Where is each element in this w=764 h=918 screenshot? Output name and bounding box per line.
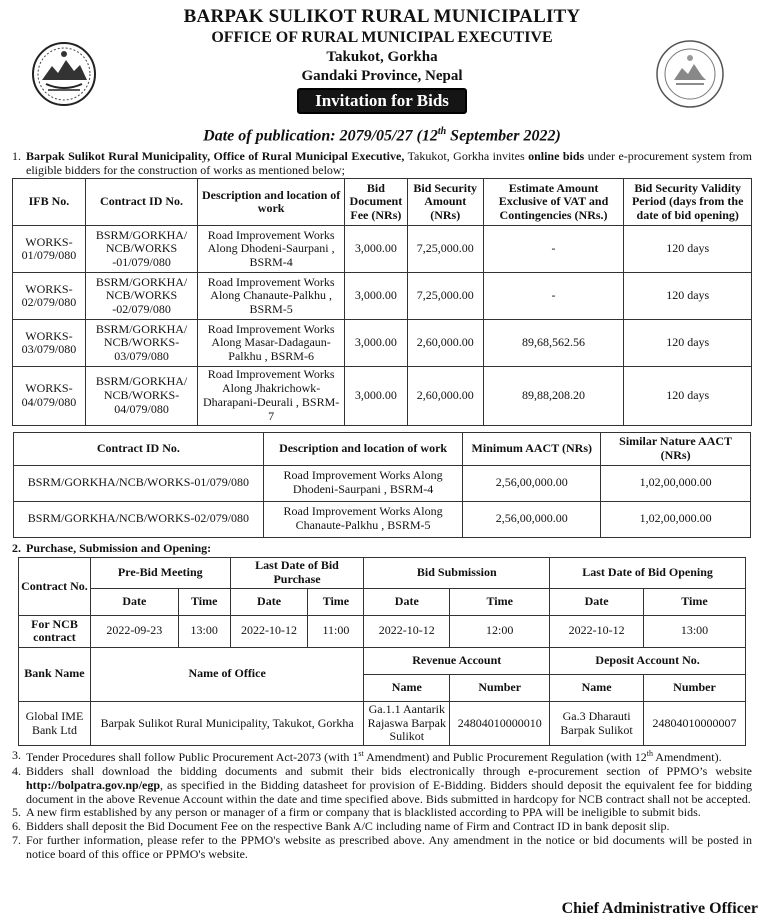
province: Gandaki Province, Nepal xyxy=(301,68,463,85)
deposit-number-cell: 24804010000007 xyxy=(644,701,746,745)
nepal-emblem-icon xyxy=(30,40,98,108)
table-header-row xyxy=(14,432,751,465)
col-date: Date xyxy=(550,588,644,615)
fee-cell: 3,000.00 xyxy=(345,320,408,367)
table-row xyxy=(13,273,752,320)
opening-date-cell: 2022-10-12 xyxy=(550,615,644,647)
table-row xyxy=(13,226,752,273)
contract-cell: BSRM/GORKHA/ NCB/WORKS-03/079/080 xyxy=(85,320,197,367)
col-bank-name: Bank Name xyxy=(19,647,91,701)
min-aact-cell: 2,56,00,000.00 xyxy=(463,465,601,501)
col-date: Date xyxy=(90,588,178,615)
col-date: Date xyxy=(364,588,450,615)
row-label: For NCB contract xyxy=(19,615,91,647)
security-cell: 7,25,000.00 xyxy=(407,273,483,320)
contract-cell: BSRM/GORKHA/NCB/WORKS-01/079/080 xyxy=(14,465,264,501)
aact-table xyxy=(13,432,751,538)
note-6: 6. Bidders shall deposit the Bid Document Fee on the respective Bank A/C including name of Firm and Contract ID in bank deposit slip. xyxy=(12,819,670,834)
table-row xyxy=(14,501,751,537)
desc-cell: Road Improvement Works Along Chanaute-Palkhu , BSRM-5 xyxy=(198,273,345,320)
office-name: OFFICE OF RURAL MUNICIPAL EXECUTIVE xyxy=(211,28,553,46)
col-description: Description and location of work xyxy=(263,432,463,465)
revenue-number-cell: 24804010000010 xyxy=(450,701,550,745)
col-contract-id: Contract ID No. xyxy=(14,432,264,465)
security-cell: 2,60,000.00 xyxy=(407,320,483,367)
deposit-name-cell: Ga.3 Dharauti Barpak Sulikot xyxy=(550,701,644,745)
desc-cell: Road Improvement Works Along Jhakrichowk-Dharapani-Deurali , BSRM-7 xyxy=(198,367,345,425)
col-submission: Bid Submission xyxy=(364,558,550,589)
col-ifb: IFB No. xyxy=(13,179,86,226)
contract-cell: BSRM/GORKHA/NCB/WORKS-02/079/080 xyxy=(14,501,264,537)
col-deposit-account: Deposit Account No. xyxy=(550,647,746,674)
bank-header-row xyxy=(19,647,746,674)
desc-cell: Road Improvement Works Along Dhodeni-Saurpani , BSRM-4 xyxy=(263,465,463,501)
note-3: 3. Tender Procedures shall follow Public Procurement Act-2073 (with 1st Amendment) and Public Procurement Regulation (with 12th Amendment). xyxy=(12,748,722,765)
estimate-cell: 89,68,562.56 xyxy=(483,320,624,367)
ifb-cell: WORKS-02/079/080 xyxy=(13,273,86,320)
col-time: Time xyxy=(644,588,746,615)
prebid-time-cell: 13:00 xyxy=(178,615,230,647)
publication-date: Date of publication: 2079/05/27 (12th September 2022) xyxy=(203,126,561,145)
submission-time-cell: 12:00 xyxy=(450,615,550,647)
security-cell: 2,60,000.00 xyxy=(407,367,483,425)
ifb-cell: WORKS-04/079/080 xyxy=(13,367,86,425)
bank-cell: Global IME Bank Ltd xyxy=(19,701,91,745)
table-row xyxy=(13,320,752,367)
similar-aact-cell: 1,02,00,000.00 xyxy=(601,465,751,501)
similar-aact-cell: 1,02,00,000.00 xyxy=(601,501,751,537)
col-contract-id: Contract ID No. xyxy=(85,179,197,226)
revenue-name-cell: Ga.1.1 Aantarik Rajaswa Barpak Sulikot xyxy=(364,701,450,745)
submission-date-cell: 2022-10-12 xyxy=(364,615,450,647)
contract-cell: BSRM/GORKHA/ NCB/WORKS-04/079/080 xyxy=(85,367,197,425)
estimate-cell: - xyxy=(483,273,624,320)
table-row xyxy=(19,615,746,647)
table-row xyxy=(13,367,752,425)
col-date: Date xyxy=(230,588,308,615)
signature-title: Chief Administrative Officer xyxy=(561,899,758,917)
note-7: 7. For further information, please refer to the PPMO's website as prescribed above. Any amendment in the notice or bid documents will be posted in notice board of this office or PPMO's website. xyxy=(12,833,752,861)
validity-cell: 120 days xyxy=(624,320,752,367)
col-office-name: Name of Office xyxy=(90,647,363,701)
desc-cell: Road Improvement Works Along Masar-Dadagaun-Palkhu , BSRM-6 xyxy=(198,320,345,367)
ppmo-link[interactable]: http://bolpatra.gov.np/egp xyxy=(26,777,161,792)
col-description: Description and location of work xyxy=(198,179,345,226)
desc-cell: Road Improvement Works Along Chanaute-Palkhu , BSRM-5 xyxy=(263,501,463,537)
office-cell: Barpak Sulikot Rural Municipality, Takukot, Gorkha xyxy=(90,701,363,745)
col-purchase: Last Date of Bid Purchase xyxy=(230,558,364,589)
municipality-seal-icon xyxy=(654,38,726,110)
opening-time-cell: 13:00 xyxy=(644,615,746,647)
table-row xyxy=(19,701,746,745)
purchase-time-cell: 11:00 xyxy=(308,615,364,647)
ifb-cell: WORKS-03/079/080 xyxy=(13,320,86,367)
col-number: Number xyxy=(450,674,550,701)
col-estimate: Estimate Amount Exclusive of VAT and Contingencies (NRs.) xyxy=(483,179,624,226)
min-aact-cell: 2,56,00,000.00 xyxy=(463,501,601,537)
table-row xyxy=(14,465,751,501)
desc-cell: Road Improvement Works Along Dhodeni-Saurpani , BSRM-4 xyxy=(198,226,345,273)
table-header-row xyxy=(13,179,752,226)
municipality-name: BARPAK SULIKOT RURAL MUNICIPALITY xyxy=(183,6,581,27)
contract-cell: BSRM/GORKHA/ NCB/WORKS -02/079/080 xyxy=(85,273,197,320)
col-contract-no: Contract No. xyxy=(19,558,91,616)
schedule-table xyxy=(18,557,746,746)
works-table xyxy=(12,178,752,425)
col-time: Time xyxy=(178,588,230,615)
validity-cell: 120 days xyxy=(624,273,752,320)
col-doc-fee: Bid Document Fee (NRs) xyxy=(345,179,408,226)
col-revenue-account: Revenue Account xyxy=(364,647,550,674)
validity-cell: 120 days xyxy=(624,226,752,273)
col-opening: Last Date of Bid Opening xyxy=(550,558,746,589)
col-number: Number xyxy=(644,674,746,701)
section-2-heading: 2. Purchase, Submission and Opening: xyxy=(12,540,212,555)
fee-cell: 3,000.00 xyxy=(345,273,408,320)
prebid-date-cell: 2022-09-23 xyxy=(90,615,178,647)
notice-banner: Invitation for Bids xyxy=(297,88,467,115)
col-time: Time xyxy=(308,588,364,615)
col-prebid: Pre-Bid Meeting xyxy=(90,558,230,589)
col-time: Time xyxy=(450,588,550,615)
estimate-cell: - xyxy=(483,226,624,273)
notes-list xyxy=(12,749,752,861)
col-security: Bid Security Amount (NRs) xyxy=(407,179,483,226)
fee-cell: 3,000.00 xyxy=(345,367,408,425)
security-cell: 7,25,000.00 xyxy=(407,226,483,273)
schedule-subheader-row xyxy=(19,588,746,615)
schedule-header-row xyxy=(19,558,746,589)
fee-cell: 3,000.00 xyxy=(345,226,408,273)
header xyxy=(0,6,764,124)
col-similar-aact: Similar Nature AACT (NRs) xyxy=(601,432,751,465)
col-validity: Bid Security Validity Period (days from the date of bid opening) xyxy=(624,179,752,226)
validity-cell: 120 days xyxy=(624,367,752,425)
ifb-cell: WORKS-01/079/080 xyxy=(13,226,86,273)
office-location: Takukot, Gorkha xyxy=(326,49,438,66)
intro-paragraph: 1. Barpak Sulikot Rural Municipality, Office of Rural Municipal Executive, Takukot, Gorkha invites online bids under e-procurement system from eligible bidders for the construction of works as mentioned below; xyxy=(12,148,752,177)
purchase-date-cell: 2022-10-12 xyxy=(230,615,308,647)
col-min-aact: Minimum AACT (NRs) xyxy=(463,432,601,465)
estimate-cell: 89,88,208.20 xyxy=(483,367,624,425)
col-name: Name xyxy=(550,674,644,701)
note-5: 5. A new firm established by any person or manager of a firm or company that is blacklisted according to PPA will be ineligible to submit bids. xyxy=(12,805,701,820)
note-4: 4. Bidders shall download the bidding documents and submit their bids electronically through e-procurement section of PPMO’s website http://bolpatra.gov.np/egp, as specified in the Bidding datasheet for provision of E-Bidding. Bidders should deposit the equivalent fee for bidding document in the above Revenue Account within the date and time specified above. Bids submitted in hardcopy for NCB contract shall not be accepted. xyxy=(12,764,752,806)
col-name: Name xyxy=(364,674,450,701)
contract-cell: BSRM/GORKHA/ NCB/WORKS -01/079/080 xyxy=(85,226,197,273)
